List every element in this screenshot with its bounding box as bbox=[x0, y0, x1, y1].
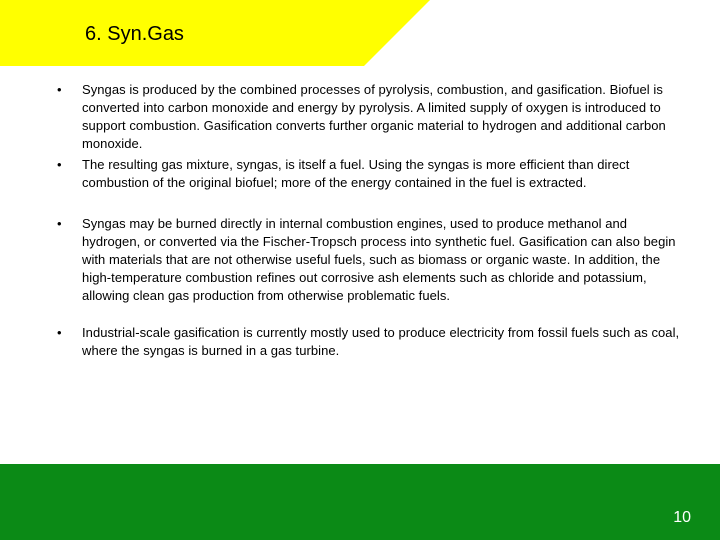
bullet-mark: • bbox=[57, 325, 62, 340]
bullet-mark: • bbox=[57, 157, 62, 172]
footer-bar bbox=[0, 464, 720, 540]
bullet-mark: • bbox=[57, 216, 62, 231]
bullet-text: Syngas is produced by the combined processes of pyrolysis, combustion, and gasification. Biofuel is converted into carbon monoxide and energy by pyrolysis. A limited supply of oxygen is introduced to support combustion. Gasification converts further organic material to hydrogen and additional carbon monoxide. bbox=[82, 82, 666, 151]
bullet-text: Syngas may be burned directly in internal combustion engines, used to produce methanol and hydrogen, or converted via the Fischer-Tropsch process into synthetic fuel. Gasification can also begin with materials that are not otherwise useful fuels, such as biomass or organic waste. In addition, the high-temperature combustion refines out corrosive ash elements such as chloride and potassium, allowing clean gas production from otherwise problematic fuels. bbox=[82, 216, 676, 303]
slide-title: 6. Syn.Gas bbox=[85, 23, 184, 45]
bullet-mark: • bbox=[57, 82, 62, 97]
page-number: 10 bbox=[673, 509, 691, 526]
title-banner-shape bbox=[0, 0, 430, 66]
title-banner bbox=[0, 0, 430, 66]
bullet-text: The resulting gas mixture, syngas, is itself a fuel. Using the syngas is more efficient than direct combustion of the original biofuel; more of the energy contained in the fuel is extracted. bbox=[82, 157, 630, 190]
bullet-text: Industrial-scale gasification is currently mostly used to produce electricity from fossil fuels such as coal, where the syngas is burned in a gas turbine. bbox=[82, 325, 680, 358]
